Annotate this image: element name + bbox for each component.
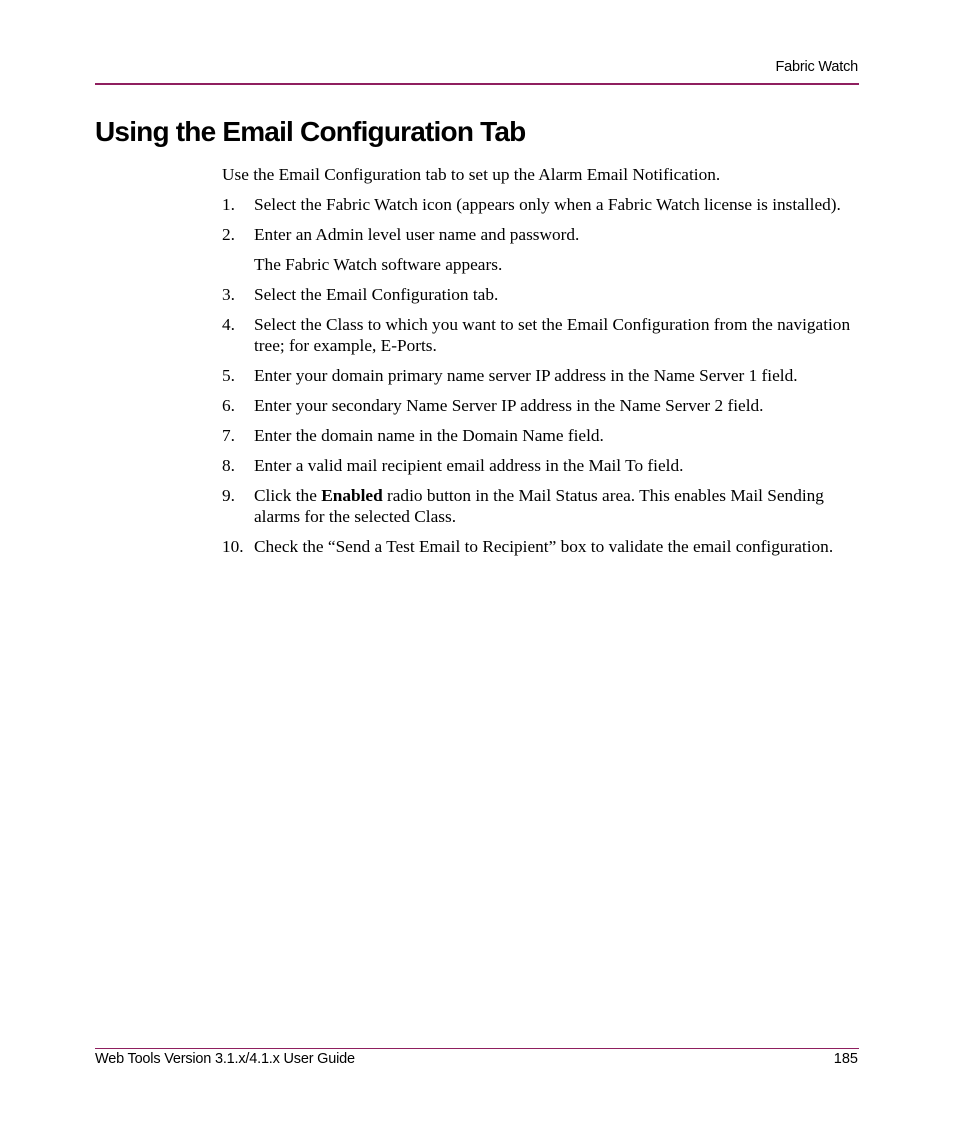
- header-rule: [95, 83, 859, 85]
- step-text-before: Click the: [254, 486, 322, 505]
- footer-rule: [95, 1048, 859, 1049]
- step-text: [254, 486, 824, 526]
- step-text: Enter an Admin level user name and password.: [254, 225, 580, 244]
- step-item: [222, 284, 862, 305]
- enabled-term: Enabled: [321, 486, 383, 505]
- step-item: [222, 194, 862, 215]
- page-title: Using the Email Configuration Tab: [95, 116, 526, 147]
- step-number: 4.: [222, 315, 235, 334]
- step-number: 7.: [222, 426, 235, 445]
- footer-doc-title: Web Tools Version 3.1.x/4.1.x User Guide: [95, 1051, 355, 1067]
- step-number: 6.: [222, 396, 235, 415]
- step-number: 8.: [222, 456, 235, 475]
- step-text: Check the “Send a Test Email to Recipient” box to validate the email configuration.: [254, 537, 834, 556]
- step-number: 3.: [222, 285, 235, 304]
- step-text-after: radio button in the Mail Status area. This enables Mail Sending alarms for the selected Class.: [254, 486, 824, 526]
- step-text: Enter your secondary Name Server IP address in the Name Server 2 field.: [254, 396, 764, 415]
- running-header: Fabric Watch: [775, 59, 858, 75]
- step-item: [222, 224, 862, 275]
- step-number: 2.: [222, 225, 235, 244]
- step-number: 5.: [222, 366, 235, 385]
- step-text: Select the Email Configuration tab.: [254, 285, 499, 304]
- step-text: Select the Fabric Watch icon (appears only when a Fabric Watch license is installed).: [254, 195, 841, 214]
- step-item: [222, 485, 862, 527]
- body-text: [222, 164, 862, 566]
- step-text: Enter the domain name in the Domain Name field.: [254, 426, 604, 445]
- step-number: 9.: [222, 486, 235, 505]
- step-text: Select the Class to which you want to set the Email Configuration from the navigation tree; for example, E-Ports.: [254, 315, 851, 355]
- footer-page-number: 185: [833, 1051, 858, 1067]
- step-item: [222, 455, 862, 476]
- step-number: 10.: [222, 537, 244, 556]
- step-item: [222, 425, 862, 446]
- step-result: The Fabric Watch software appears.: [254, 255, 503, 274]
- intro-paragraph: Use the Email Configuration tab to set up the Alarm Email Notification.: [222, 165, 721, 184]
- step-text: Enter a valid mail recipient email address in the Mail To field.: [254, 456, 684, 475]
- step-item: [222, 314, 862, 356]
- step-item: [222, 536, 862, 557]
- step-item: [222, 395, 862, 416]
- step-item: [222, 365, 862, 386]
- step-number: 1.: [222, 195, 235, 214]
- step-text: Enter your domain primary name server IP address in the Name Server 1 field.: [254, 366, 798, 385]
- step-list: [222, 194, 862, 557]
